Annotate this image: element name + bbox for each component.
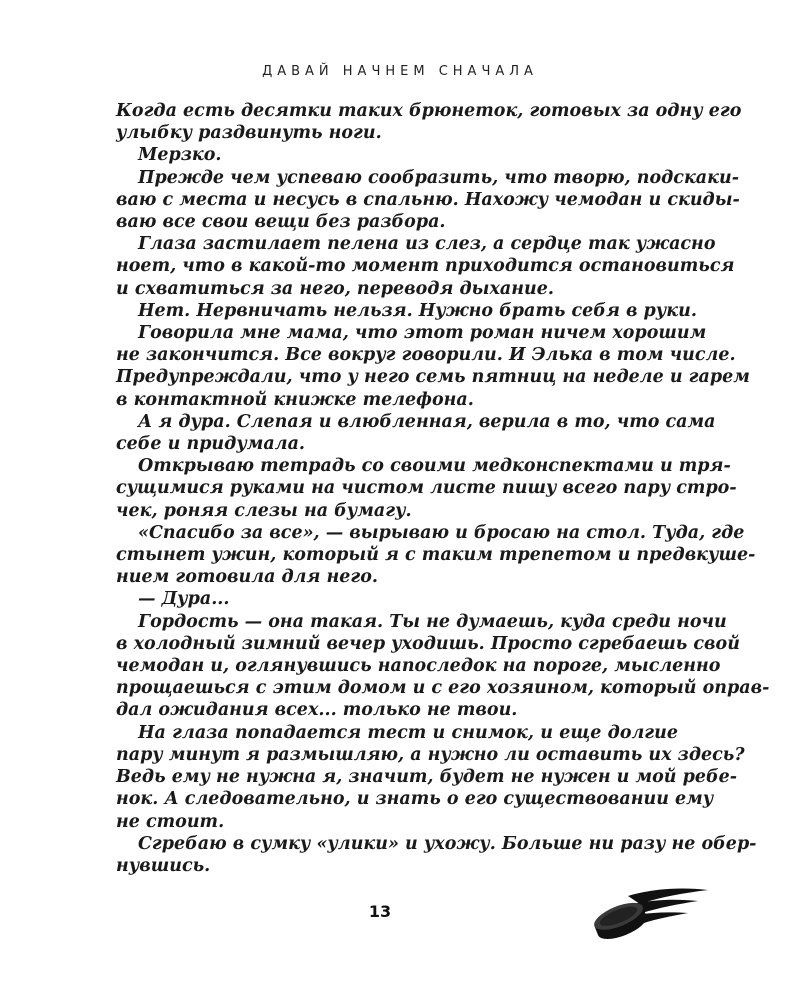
text-line: Прежде чем успеваю сообразить, что творю, подскаки- bbox=[138, 167, 739, 188]
text-line: Гордость — она такая. Ты не думаешь, куда среди ночи bbox=[138, 611, 727, 632]
text-line: в холодный зимний вечер уходишь. Просто сгребаешь свой bbox=[116, 633, 740, 654]
text-line: Ведь ему не нужна я, значит, будет не нужен и мой ребе- bbox=[116, 767, 738, 788]
text-line: А я дура. Слепая и влюбленная, верила в то, что сама bbox=[138, 411, 716, 432]
text-line: Сгребаю в сумку «улики» и ухожу. Больше ни разу не обер- bbox=[138, 833, 757, 854]
text-line: Нет. Нервничать нельзя. Нужно брать себя в руки. bbox=[138, 300, 697, 321]
text-line: Предупреждали, что у него семь пятниц на неделе и гарем bbox=[116, 367, 750, 388]
text-line: — Дура... bbox=[138, 589, 230, 610]
text-line: Открываю тетрадь со своими медконспектами и тря- bbox=[138, 456, 731, 477]
text-line: не стоит. bbox=[116, 811, 225, 832]
text-line: нувшись. bbox=[116, 855, 211, 876]
text-line: и схватиться за него, переводя дыхание. bbox=[116, 278, 554, 299]
text-line: Говорила мне мама, что этот роман ничем хорошим bbox=[138, 323, 707, 344]
text-line: сущимися руками на чистом листе пишу всего пару стро- bbox=[116, 478, 737, 499]
text-line: дал ожидания всех... только не твои. bbox=[116, 700, 518, 721]
text-line: не закончится. Все вокруг говорили. И Элька в том числе. bbox=[116, 345, 736, 366]
text-line: «Спасибо за все», — вырываю и бросаю на стол. Туда, где bbox=[138, 522, 745, 543]
text-line: улыбку раздвинуть ноги. bbox=[116, 123, 382, 144]
text-line: Когда есть десятки таких брюнеток, готовых за одну его bbox=[116, 101, 742, 121]
text-line: ваю все свои вещи без разбора. bbox=[116, 212, 446, 233]
text-line: ноет, что в какой-то момент приходится остановиться bbox=[116, 256, 735, 277]
text-line: ваю с места и несусь в спальню. Нахожу чемодан и скиды- bbox=[116, 189, 740, 210]
running-head: ДАВАЙ НАЧНЕМ СНАЧАЛА bbox=[262, 64, 538, 79]
text-line: чек, роняя слезы на бумагу. bbox=[116, 500, 412, 521]
text-line: Мерзко. bbox=[138, 145, 222, 166]
hockey-puck-icon bbox=[590, 884, 710, 946]
text-line: себе и придумала. bbox=[116, 434, 306, 455]
text-line: На глаза попадается тест и снимок, и еще долгие bbox=[138, 722, 678, 743]
text-line: чемодан и, оглянувшись напоследок на пороге, мысленно bbox=[116, 656, 721, 677]
text-line: нием готовила для него. bbox=[116, 567, 379, 588]
text-line: Глаза застилает пелена из слез, а сердце так ужасно bbox=[138, 234, 716, 255]
text-line: пару минут я размышляю, а нужно ли оставить их здесь? bbox=[116, 744, 745, 765]
page-number: 13 bbox=[368, 902, 392, 921]
text-line: прощаешься с этим домом и с его хозяином, который оправ- bbox=[116, 678, 770, 699]
text-line: в контактной книжке телефона. bbox=[116, 389, 474, 410]
text-line: стынет ужин, который я с таким трепетом и предвкуше- bbox=[116, 545, 756, 566]
body-text bbox=[116, 100, 770, 877]
text-line: нок. А следовательно, и знать о его существовании ему bbox=[116, 789, 714, 810]
